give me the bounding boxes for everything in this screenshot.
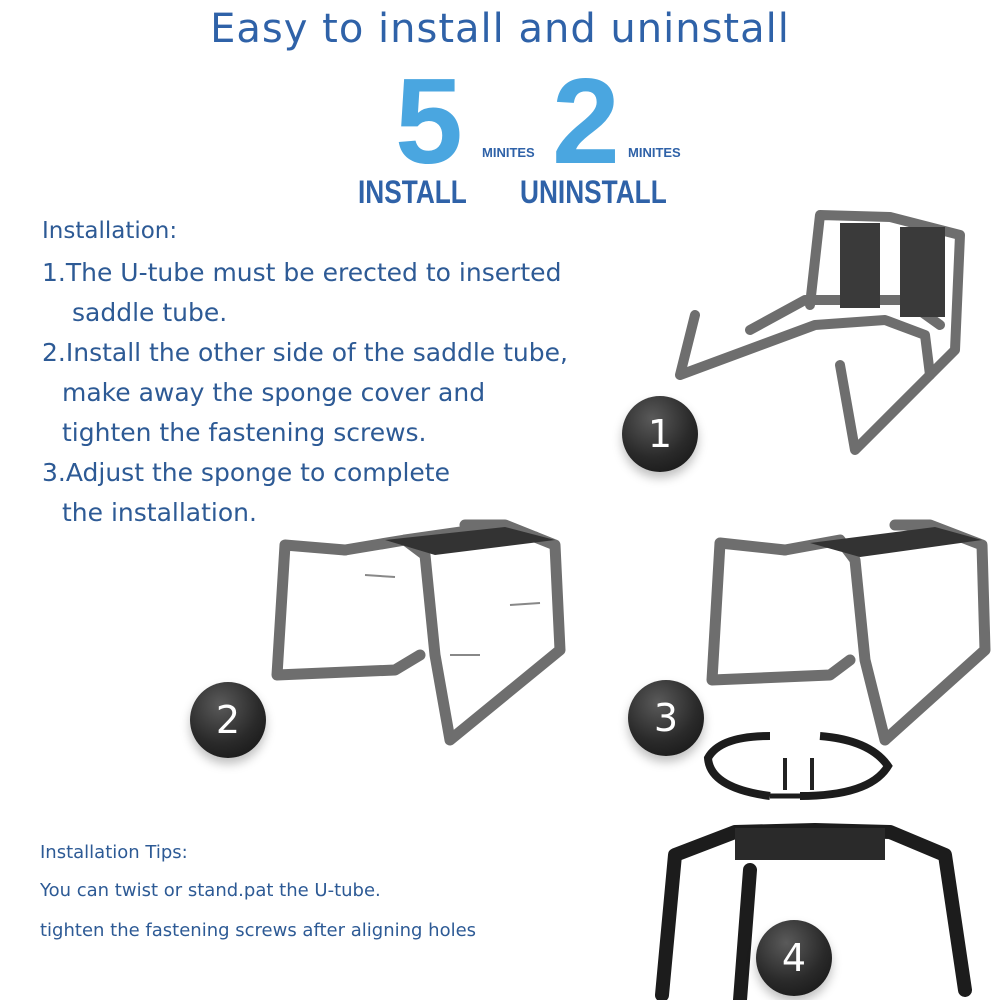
step-badge-4: 4 (756, 920, 832, 996)
tips-line-1: You can twist or stand.pat the U-tube. (40, 880, 381, 901)
tips-line-2: tighten the fastening screws after aligning holes (40, 920, 477, 941)
uninstall-label: UNINSTALL (520, 174, 667, 210)
step-line-6: 3.Adjust the sponge to complete (42, 458, 450, 487)
chair-illustration-step-3 (700, 515, 1000, 750)
install-minutes-number: 5 (395, 53, 463, 189)
chair-illustration-step-1 (655, 205, 975, 465)
step-line-3: 2.Install the other side of the saddle tube, (42, 338, 568, 367)
step-line-4: make away the sponge cover and (62, 378, 486, 407)
install-label: INSTALL (358, 174, 467, 210)
step-badge-2: 2 (190, 682, 266, 758)
uninstall-minutes-number: 2 (552, 53, 620, 189)
step-line-1: 1.The U-tube must be erected to inserted (42, 258, 562, 287)
step-line-5: tighten the fastening screws. (62, 418, 427, 447)
step-line-7: the installation. (62, 498, 257, 527)
tips-heading: Installation Tips: (40, 842, 188, 863)
page-title: Easy to install and uninstall (210, 6, 790, 52)
installation-heading: Installation: (42, 218, 178, 244)
install-minutes-label: MINITES (482, 145, 535, 160)
step-line-2: saddle tube. (72, 298, 228, 327)
step-badge-3: 3 (628, 680, 704, 756)
step-badge-1: 1 (622, 396, 698, 472)
chair-illustration-step-2 (265, 515, 575, 750)
sponge-cover-parts (700, 728, 895, 808)
uninstall-minutes-label: MINITES (628, 145, 681, 160)
